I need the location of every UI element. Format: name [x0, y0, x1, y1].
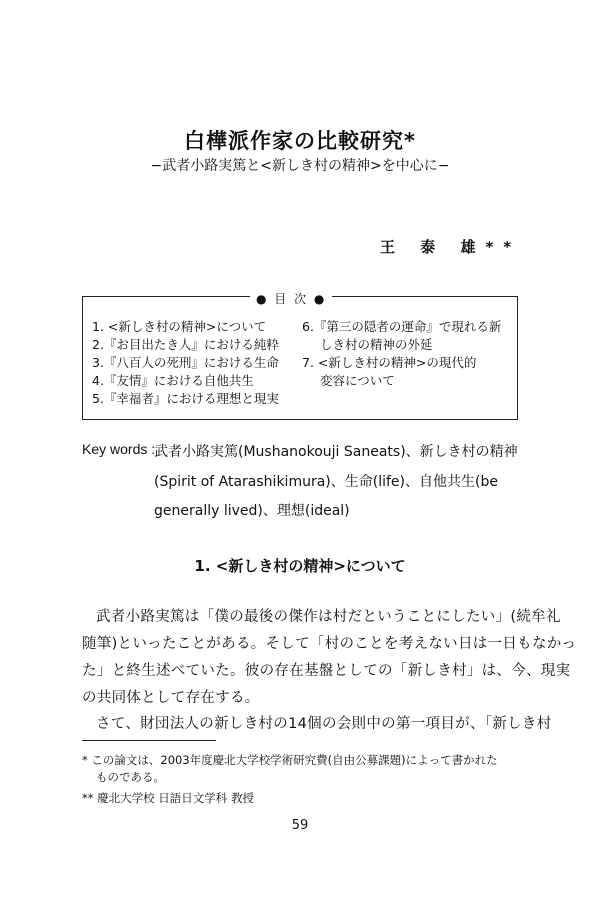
toc-item: 2.『お目出たき人』における純粋	[92, 337, 279, 352]
paper-title: 白樺派作家の比較研究*	[184, 129, 416, 153]
body-line: 武者小路実篤は「僕の最後の傑作は村だということにしたい」(続牟礼	[96, 609, 561, 625]
toc-item: 4.『友情』における自他共生	[92, 373, 254, 388]
footnote-rule	[82, 740, 216, 741]
toc-item: 3.『八百人の死刑』における生命	[92, 355, 279, 370]
page-number: 59	[291, 818, 309, 833]
toc-item-continuation: 変容について	[320, 373, 395, 388]
keywords-line: (Spirit of Atarashikimura)、生命(life)、自他共生(be	[154, 474, 498, 490]
paper-subtitle: −武者小路実篤と<新しき村の精神>を中心に−	[150, 158, 450, 174]
toc-item: 1. <新しき村の精神>について	[92, 319, 267, 334]
body-line: の共同体として存在する。	[82, 690, 260, 706]
keywords-line: 武者小路実篤(Mushanokouji Saneats)、新しき村の精神	[154, 444, 518, 460]
body-line: さて、財団法人の新しき村の14個の会則中の第一項目が、「新しき村	[96, 716, 552, 732]
footnote: ** 慶北大学校 日語日文学科 教授	[82, 791, 254, 805]
footnote: * この論文は、2003年度慶北大学校学術研究費(自由公募課題)によって書かれた	[82, 753, 498, 767]
footnote-continuation: ものである。	[96, 770, 165, 784]
keywords-label: Key words :	[82, 441, 156, 457]
body-line: た」と終生述べていた。彼の存在基盤としての「新しき村」は、今、現実	[82, 663, 571, 679]
author-name: 王 泰 雄**	[380, 238, 522, 256]
toc-item-continuation: しき村の精神の外延	[320, 337, 433, 352]
toc-item: 6.『第三の隠者の運命』で現れる新	[302, 319, 502, 334]
toc-heading: ● 目 次 ●	[250, 290, 332, 307]
toc-item: 7. <新しき村の精神>の現代的	[302, 355, 477, 370]
section-heading: 1. <新しき村の精神>について	[194, 557, 406, 575]
keywords-line: generally lived)、理想(ideal)	[154, 503, 350, 519]
body-line: 随筆)といったことがある。そして「村のことを考えない日は一日もなかっ	[82, 636, 577, 652]
toc-item: 5.『幸福者』における理想と現実	[92, 391, 279, 406]
